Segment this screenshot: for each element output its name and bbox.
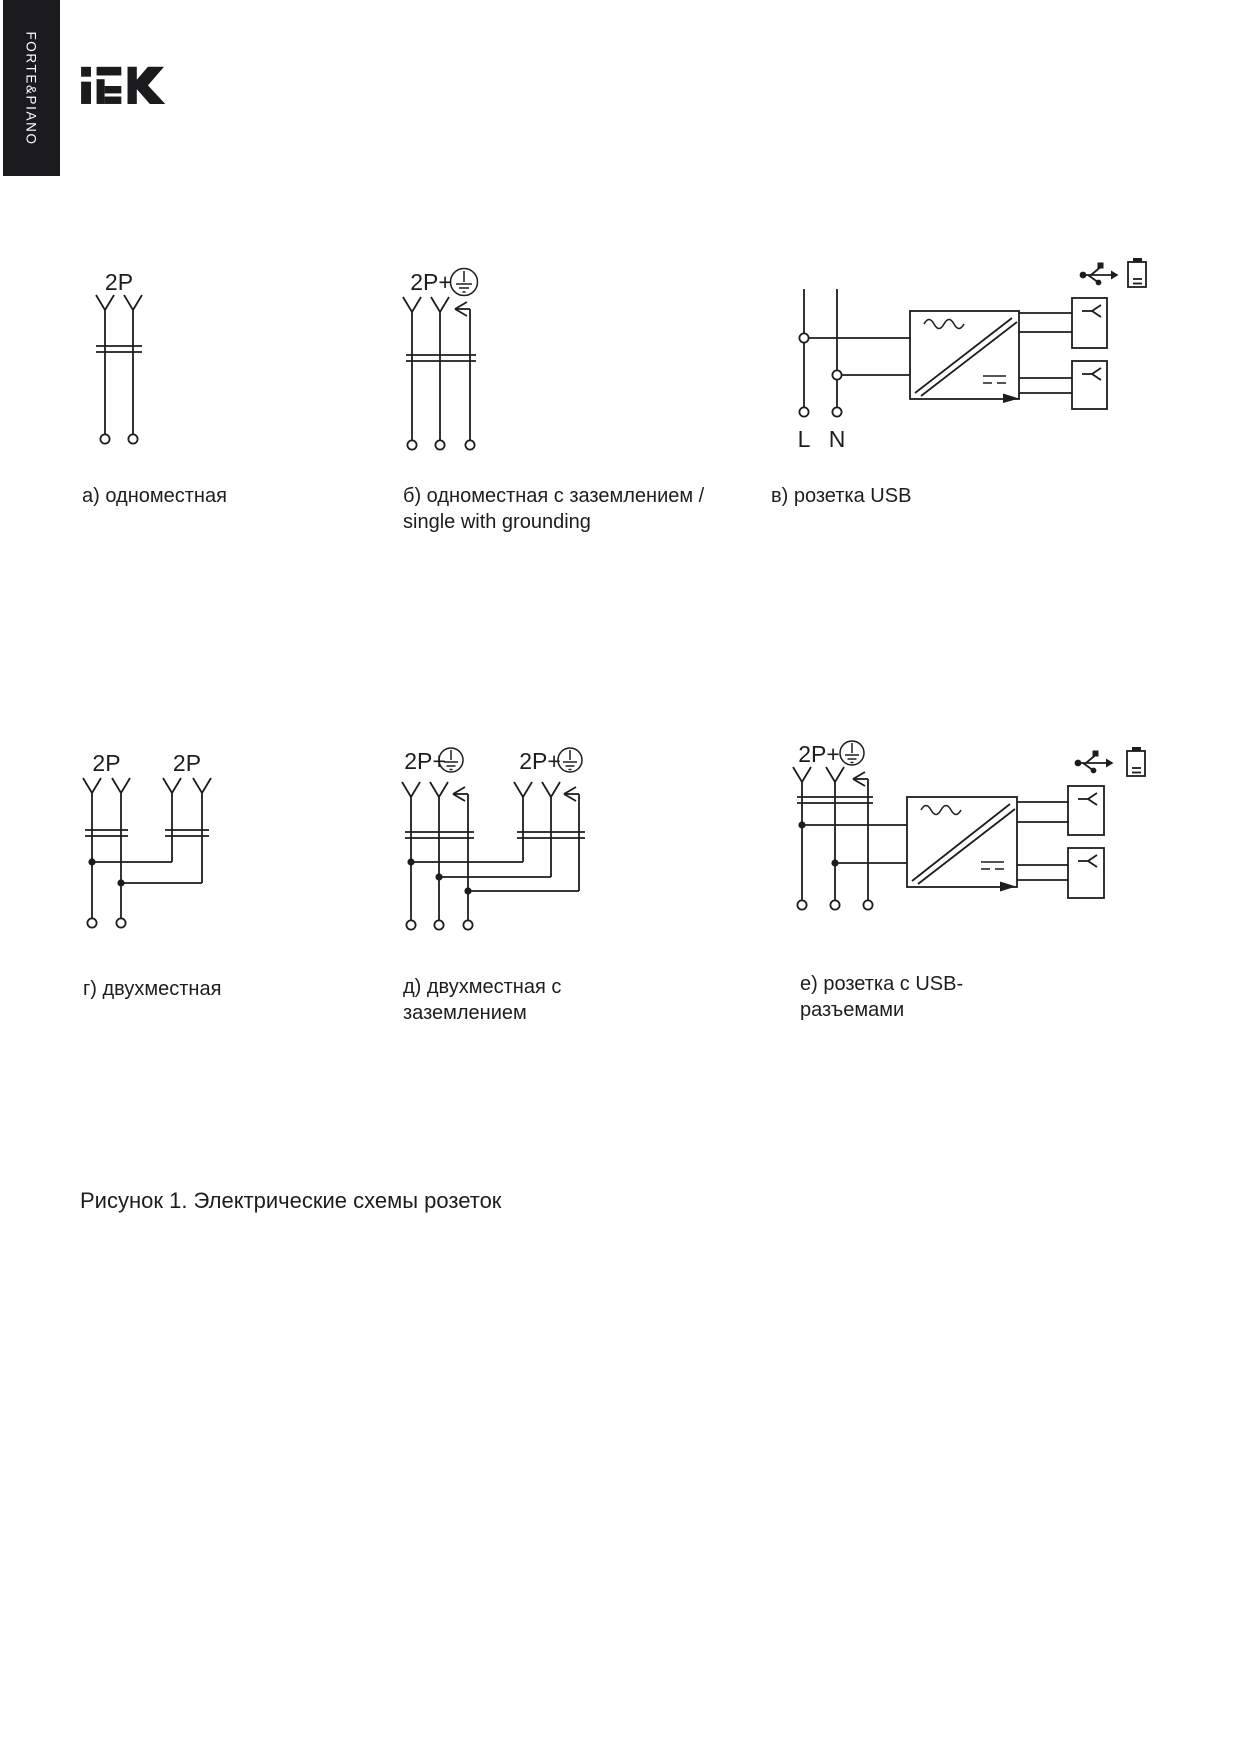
ac-dc-converter-box — [910, 311, 1019, 403]
earthing-contact-icon — [853, 772, 868, 786]
tap-node-icon — [799, 333, 841, 379]
dc-symbol-icon — [981, 862, 1004, 869]
diagram-e-caption-line1: е) розетка с USB- — [800, 973, 964, 995]
socket-contact-icon — [793, 767, 844, 782]
ac-wave-icon — [924, 320, 964, 329]
usb-icon — [1075, 751, 1114, 774]
diagram-g-double-socket — [55, 745, 220, 935]
battery-icon — [1128, 258, 1146, 287]
socket-base-bars — [85, 830, 209, 836]
direction-arrow-icon — [1003, 394, 1019, 404]
terminal-icon — [407, 440, 474, 449]
diagram-b-caption — [403, 483, 704, 535]
socket-contact-icon — [402, 782, 560, 797]
dc-symbol-icon — [983, 376, 1006, 383]
socket-base-bars — [406, 355, 476, 361]
pole-count-label: 2P+ — [404, 748, 446, 774]
usb-port-box — [1072, 361, 1107, 409]
pole-count-label: 2P+ — [798, 741, 840, 767]
diagram-g-caption: г) двухместная — [83, 978, 222, 1000]
terminal-icon — [87, 918, 125, 927]
terminal-icon — [797, 900, 872, 909]
earthing-contact-icon — [455, 302, 470, 316]
terminal-icon — [100, 434, 137, 443]
diagram-d-caption-line2: заземлением — [403, 1002, 527, 1024]
socket-contact-icon — [96, 295, 142, 310]
usb-port-box — [1068, 786, 1104, 835]
diagram-b-single-socket-grounded — [370, 255, 515, 460]
terminal-icon — [406, 920, 472, 929]
pole-count-label: 2P+ — [519, 748, 561, 774]
brand-sidebar — [3, 0, 60, 176]
diagram-a-single-socket — [60, 255, 160, 455]
ac-wave-icon — [921, 806, 961, 815]
diagram-d-caption-line1: д) двухместная с — [403, 976, 562, 998]
terminal-icon — [799, 407, 841, 416]
socket-contact-icon — [83, 778, 211, 793]
diagram-b-caption-line2: single with grounding — [403, 511, 591, 533]
neutral-label: N — [828, 426, 846, 452]
ac-dc-converter-box — [907, 797, 1017, 892]
pole-count-label: 2P+ — [410, 269, 452, 295]
usb-port-box — [1068, 848, 1104, 898]
junction-dot — [798, 821, 838, 866]
diagram-v-usb-socket — [700, 250, 1165, 465]
diagram-d-double-socket-grounded — [340, 745, 600, 935]
brand-sidebar-label: FORTE&PIANO — [24, 30, 39, 146]
earthing-contact-icon — [453, 787, 579, 801]
iek-logo-glyphs — [81, 67, 165, 104]
figure-caption: Рисунок 1. Электрические схемы розеток — [80, 1188, 502, 1213]
diagram-e-caption — [800, 971, 963, 1023]
pole-count-label: 2P — [92, 750, 121, 776]
pole-count-label: 2P — [104, 269, 134, 295]
earth-symbol-icon — [840, 741, 864, 765]
earth-symbol-icon — [451, 269, 478, 296]
diagram-b-caption-line1: б) одноместная с заземлением / — [403, 485, 705, 507]
diagram-d-caption — [403, 974, 561, 1026]
diagram-e-caption-line2: разъемами — [800, 999, 905, 1021]
usb-icon — [1080, 263, 1119, 286]
socket-base-bars — [96, 346, 142, 352]
socket-base-bars — [405, 832, 585, 838]
earth-symbol-icon — [558, 748, 582, 772]
socket-contact-icon — [403, 297, 449, 312]
direction-arrow-icon — [1000, 882, 1016, 892]
pole-count-label: 2P — [172, 750, 202, 776]
diagram-e-socket-with-usb — [690, 740, 1165, 925]
diagram-v-caption: в) розетка USB — [771, 485, 912, 507]
iek-logo-icon — [78, 55, 208, 117]
usb-port-box — [1072, 298, 1107, 348]
diagram-a-caption: а) одноместная — [82, 485, 227, 507]
phase-label: L — [797, 426, 811, 452]
battery-icon — [1127, 747, 1145, 776]
